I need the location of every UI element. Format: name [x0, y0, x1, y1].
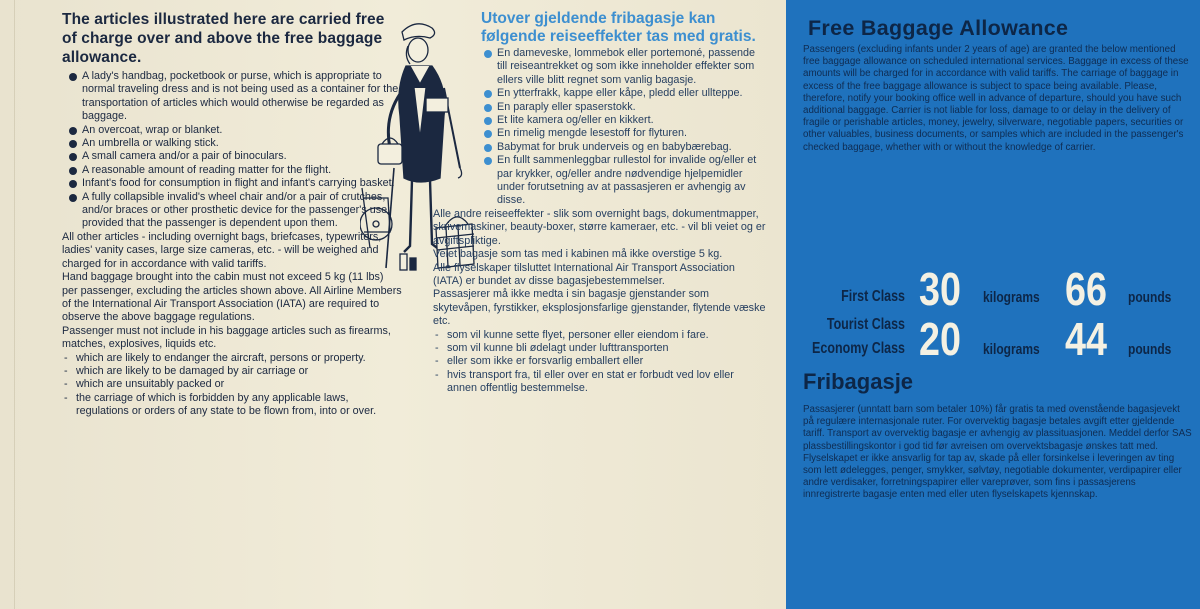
norwegian-bullet: En fullt sammenleggbar rullestol for invalide og/eller et par krykker, og/eller andre nødvendige hjelpemidler under forutsetning av at passasjeren er avhengig av disse. [433, 154, 766, 208]
first-class-label: First Class [841, 288, 905, 305]
english-bullet: Infant's food for consumption in flight and infant's carrying basket. [62, 177, 402, 190]
norwegian-paragraph: Alle andre reiseeffekter - slik som overnight bags, dokumentmapper, skrivemaskiner, beauty-boxer, større kameraer, etc. - vil bli veiet og er avgiftspliktige. [433, 207, 766, 247]
english-dash-item: - which are likely to endanger the aircraft, persons or property. [64, 351, 366, 364]
norwegian-paragraph: Passasjerer må ikke medta i sin bagasje gjenstander som skytevåpen, fyrstikker, eksplosjonsfarlige gjenstander, flytende væske etc. [433, 288, 766, 328]
tourist-class-label: Tourist Class [826, 316, 905, 333]
norwegian-dash-item: - eller som ikke er forsvarlig emballert eller [435, 355, 644, 368]
english-paragraph: Passenger must not include in his baggage articles such as firearms, matches, explosives, liquids etc. [62, 324, 391, 351]
bullet-icon [69, 73, 77, 81]
norwegian-paragraph: Veiet bagasje som tas med i kabinen må ikke overstige 5 kg. [433, 248, 723, 261]
allowance-text: Passengers (excluding infants under 2 years of age) are granted the below mentioned free baggage allowance on scheduled international services. Baggage in excess of these amounts will be charged for in accordance with valid tariffs. The carriage of baggage in excess of the free baggage allowance is subject to space being available. Please, therefore, notify your booking office well in advance of departure, should you have such additional baggage. Carrier is not liable for loss, damage to or delay in the delivery of fragile or perishable articles, money, jewelry, silverware, negotiable papers, securities or other valuables, business documents, or samples which are included in the passenger's checked baggage, whether with or without the knowledge of carrier. [803, 44, 1189, 153]
norwegian-bullet: En rimelig mengde lesestoff for flyturen. [433, 127, 766, 140]
norwegian-column [433, 10, 766, 396]
bullet-icon [69, 167, 77, 175]
norwegian-bullet: Babymat for bruk underveis og en babybærebag. [433, 141, 766, 154]
bullet-icon [69, 180, 77, 188]
fribagasje-text: Passasjerer (unntatt barn som betaler 10%) får gratis ta med ovenstående bagasjevekt på regulære internasjonale ruter. For overvektig bagasje betales avgift etter gjeldende tariff. Transport av overvektig bagasje er avhengig av plassituasjonen. Meddel derfor SAS plassbestillingskontor i god tid før avreisen om overvektsbagasje ønskes tatt med. Flyselskapet er ikke ansvarlig for tap av, skade på eller forsinkelse i leveringen av ting som lett ødelegges, penger, smykker, sølvtøy, negotiable dokumenter, verdipapirer eller andre verdisaker, forretningspapirer eller vareprøver, som fins i passasjerens innregistrerte bagasje enten med eller uten flyselskapets kjennskap. [803, 404, 1192, 501]
fold-line [14, 0, 15, 609]
norwegian-paragraph: Alle flyselskaper tilsluttet International Air Transport Association (IATA) er bundet av disse bagasjebestemmelser. [433, 261, 735, 287]
norwegian-bullet: En paraply eller spaserstokk. [433, 101, 766, 114]
english-bullet: A reasonable amount of reading matter for the flight. [62, 164, 402, 177]
english-bullet: An overcoat, wrap or blanket. [62, 124, 402, 137]
fribagasje-title: Fribagasje [803, 369, 914, 394]
bullet-icon [484, 117, 492, 125]
bullet-icon [69, 127, 77, 135]
bullet-icon [69, 153, 77, 161]
english-paragraph: Hand baggage brought into the cabin must not exceed 5 kg (11 lbs) per passenger, excluding the articles shown above. All Airline Members of the International Air Transport Association (IATA) are required to observe the above baggage regulations. [62, 271, 402, 324]
english-column [62, 10, 402, 419]
bullet-icon [484, 130, 492, 138]
norwegian-heading: Utover gjeldende fribagasje kan følgende reiseeffekter tas med gratis. [481, 10, 756, 45]
english-bullet: A fully collapsible invalid's wheel chair and/or a pair of crutches, and/or braces or other prosthetic device for the passenger's use; provided that the passenger is dependent upon them. [62, 191, 402, 231]
norwegian-dash-item: - som vil kunne sette flyet, personer eller eiendom i fare. [435, 328, 709, 341]
english-dash-item: - which are likely to be damaged by air carriage or [64, 364, 309, 377]
first-class-kg: 30 [919, 263, 961, 315]
english-dash-item: - which are unsuitably packed or [64, 378, 225, 391]
bullet-icon [484, 104, 492, 112]
english-heading: The articles illustrated here are carried free of charge over and above the free baggage allowance. [62, 11, 385, 66]
english-bullet: A small camera and/or a pair of binoculars. [62, 150, 402, 163]
bullet-icon [484, 50, 492, 58]
first-class-kg-unit: kilograms [983, 289, 1040, 306]
bullet-icon [484, 90, 492, 98]
english-paragraph: All other articles - including overnight bags, briefcases, typewriters, ladies' vanity cases, large size cameras, etc. - will be weighed and charged for in accordance with valid tariffs. [62, 230, 382, 270]
economy-class-label: Economy Class [812, 340, 905, 357]
bullet-icon [484, 157, 492, 165]
english-bullet: A lady's handbag, pocketbook or purse, which is appropriate to normal traveling dress and is not being used as a container for the transportation of articles which would otherwise be regarded as baggage. [62, 70, 402, 124]
allowance-panel [783, 0, 1200, 609]
first-class-lb: 66 [1065, 263, 1107, 315]
norwegian-bullet: Et lite kamera og/eller en kikkert. [433, 114, 766, 127]
norwegian-bullet: En ytterfrakk, kappe eller kåpe, pledd eller ullteppe. [433, 87, 766, 100]
norwegian-bullet: En dameveske, lommebok eller portemoné, passende till reiseantrekket og som ikke inneholder effekter som ellers ville blitt regnet som vanlig bagasje. [433, 47, 766, 87]
tourist-economy-kg-unit: kilograms [983, 341, 1040, 358]
english-dash-item: - the carriage of which is forbidden by any applicable laws, regulations or orders of any state to be flown from, into or over. [64, 391, 377, 418]
bullet-icon [69, 140, 77, 148]
allowance-title: Free Baggage Allowance [808, 16, 1069, 40]
tourist-economy-kg: 20 [919, 313, 961, 365]
bullet-icon [69, 194, 77, 202]
norwegian-dash-item: - som vil kunne bli ødelagt under lufttransporten [435, 341, 669, 354]
bullet-icon [484, 144, 492, 152]
tourist-economy-lb-unit: pounds [1128, 341, 1172, 358]
tourist-economy-lb: 44 [1065, 313, 1107, 365]
english-bullet: An umbrella or walking stick. [62, 137, 402, 150]
first-class-lb-unit: pounds [1128, 289, 1172, 306]
norwegian-dash-item: - hvis transport fra, til eller over en stat er forbudt ved lov eller annen offentlig bestemmelse. [435, 368, 734, 395]
